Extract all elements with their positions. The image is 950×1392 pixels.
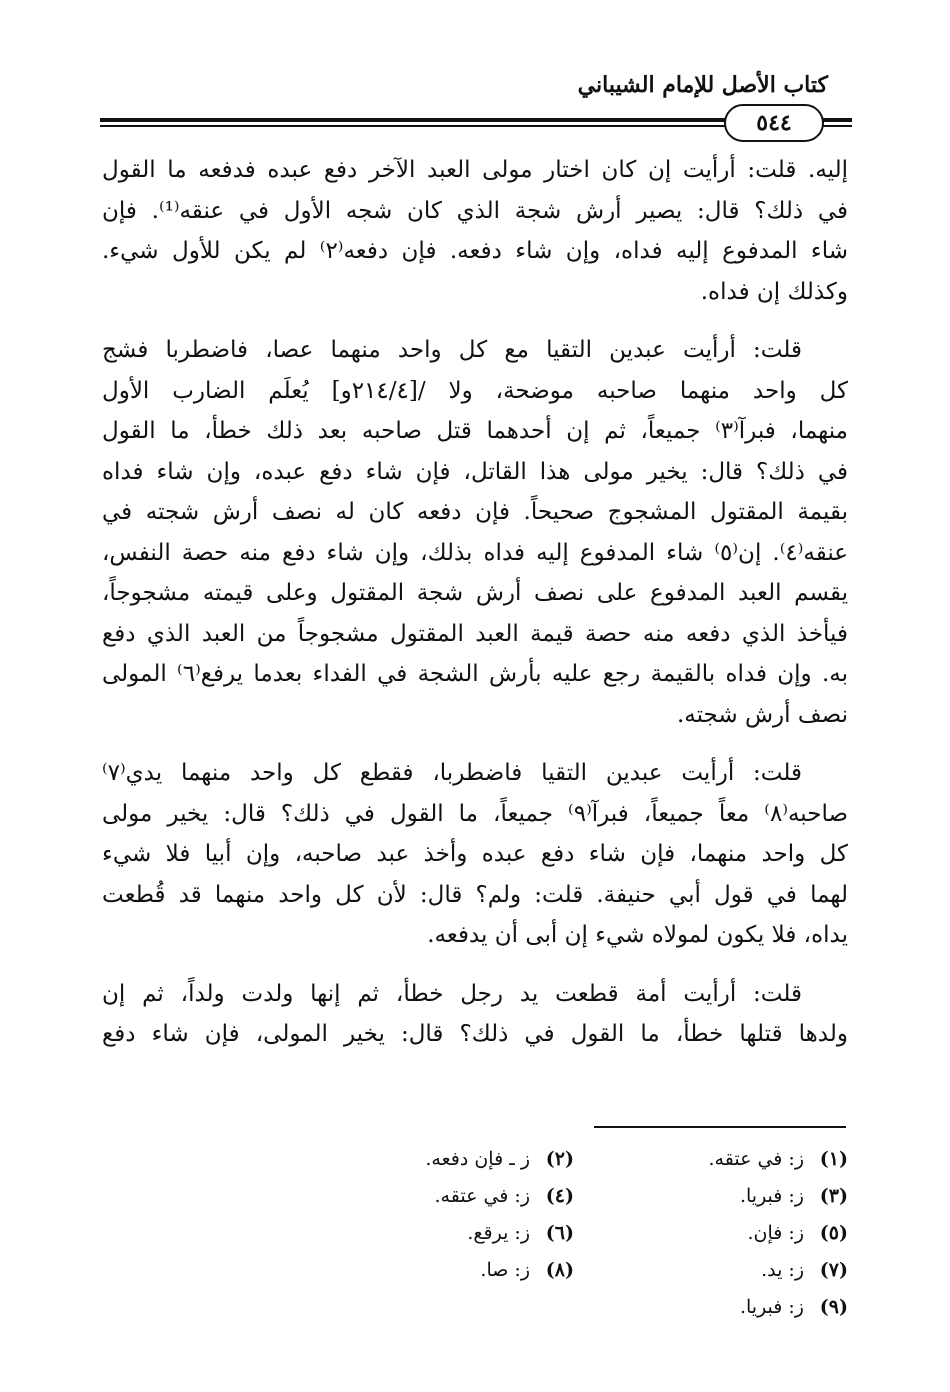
footnote-separator	[594, 1126, 846, 1128]
footnote-row	[300, 1251, 848, 1288]
paragraph-3	[102, 753, 848, 956]
text-line: به. وإن فداه بالقيمة رجع عليه بأرش الشجة في الفداء بعدما يرفع⁽٦⁾ المولى	[102, 661, 848, 687]
footnote-number: (٨)	[545, 1258, 574, 1281]
footnote-text: ز: فإن.	[747, 1221, 804, 1244]
footnote	[300, 1222, 574, 1244]
text-line: وكذلك إن فداه.	[700, 278, 848, 305]
footnote-text: ز ـ فإن دفعه.	[425, 1147, 530, 1170]
footnote-number: (٤)	[545, 1184, 574, 1207]
footnote-row	[300, 1177, 848, 1214]
footnote	[574, 1259, 848, 1281]
text-line: لهما في قول أبي حنيفة. قلت: ولم؟ قال: لأن كل واحد منهما قد قُطعت	[102, 881, 848, 908]
text-line: صاحبه⁽٨⁾ معاً جميعاً، فبرآ⁽٩⁾ جميعاً، ما القول في ذلك؟ قال: يخير مولى	[102, 800, 848, 827]
footnote-text: ز: فبريا.	[739, 1184, 804, 1207]
footnote	[574, 1222, 848, 1244]
text-line: نصف أرش شجته.	[676, 701, 848, 728]
text-line: كل واحد منهما صاحبه موضحة، ولا /[٢١٤/٤و] يُعلَم الضارب الأول	[102, 377, 848, 404]
footnote	[574, 1148, 848, 1170]
footnote-text: ز: فبريا.	[739, 1295, 804, 1318]
footnote	[574, 1185, 848, 1207]
footnote-number: (٣)	[819, 1184, 848, 1207]
footnote-number: (٩)	[819, 1295, 848, 1318]
footnote-row	[300, 1140, 848, 1177]
footnote-row	[300, 1214, 848, 1251]
text-line: في ذلك؟ قال: يخير مولى هذا القاتل، فإن شاء دفع عبده، وإن شاء فداه	[102, 458, 848, 485]
text-line: عنقه⁽٤⁾. إن⁽٥⁾ شاء المدفوع إليه فداه بذلك، وإن شاء دفع منه حصة النفس،	[102, 539, 849, 566]
text-line: في ذلك؟ قال: يصير أرش شجة الذي كان شجه الأول في عنقه⁽¹⁾. فإن	[102, 197, 848, 224]
text-line: منهما، فبرآ⁽٣⁾ جميعاً، ثم إن أحدهما قتل صاحبه بعد ذلك خطأ، ما القول	[102, 418, 848, 444]
footnote-text: ز: صا.	[480, 1258, 530, 1281]
footnote-text: ز: في عتقه.	[708, 1147, 804, 1170]
footnote-number: (٢)	[545, 1147, 574, 1170]
footnote-text: ز: يرقع.	[467, 1221, 530, 1244]
footnote-row	[300, 1288, 848, 1325]
footnote	[300, 1185, 574, 1207]
footnote-text: ز: يد.	[761, 1258, 804, 1281]
text-line: بقيمة المقتول المشجوج صحيحاً. فإن دفعه كان له نصف أرش شجته في	[102, 499, 848, 525]
footnote-text: ز: في عتقه.	[434, 1184, 530, 1207]
text-line: كل واحد منهما، فإن شاء دفع عبده وأخذ عبد صاحبه، وإن أبيا فلا شيء	[102, 841, 848, 867]
main-text	[102, 150, 848, 1055]
footnote-number: (٥)	[819, 1221, 848, 1244]
footnote	[574, 1296, 848, 1318]
text-line: يداه، فلا يكون لمولاه شيء إن أبى أن يدفعه.	[427, 922, 848, 948]
text-line: فيأخذ الذي دفعه منه حصة قيمة العبد المقتول مشجوجاً من العبد الذي دفع	[102, 620, 848, 647]
text-line: يقسم العبد المدفوع على نصف أرش شجة المقتول وعلى قيمته مشجوجاً،	[102, 580, 848, 606]
footnote-number: (١)	[819, 1147, 848, 1170]
footnote-number: (٧)	[819, 1258, 848, 1281]
running-title: كتاب الأصل للإمام الشيباني	[577, 72, 828, 98]
footnote	[300, 1259, 574, 1281]
footnotes	[300, 1140, 848, 1325]
paragraph-2	[102, 330, 848, 735]
footnote	[300, 1148, 574, 1170]
footnote-number: (٦)	[545, 1221, 574, 1244]
text-line: قلت: أرأيت عبدين التقيا فاضطربا، فقطع كل واحد منهما يدي⁽٧⁾	[102, 760, 802, 786]
paragraph-1	[102, 150, 848, 312]
text-line: شاء المدفوع إليه فداه، وإن شاء دفعه. فإن دفعه⁽٢⁾ لم يكن للأول شيء.	[102, 238, 848, 264]
text-line: قلت: أرأيت عبدين التقيا مع كل واحد منهما عصا، فاضطربا فشج	[102, 337, 802, 363]
text-line: إليه. قلت: أرأيت إن كان اختار مولى العبد الآخر دفع عبده فدفعه ما القول	[102, 157, 848, 183]
text-line: قلت: أرأيت أمة قطعت يد رجل خطأ، ثم إنها ولدت ولداً، ثم إن	[102, 980, 802, 1007]
paragraph-4	[102, 974, 848, 1055]
text-line: ولدها قتلها خطأ، ما القول في ذلك؟ قال: يخير المولى، فإن شاء دفع	[102, 1021, 848, 1047]
page-number: ٥٤٤	[724, 104, 824, 142]
